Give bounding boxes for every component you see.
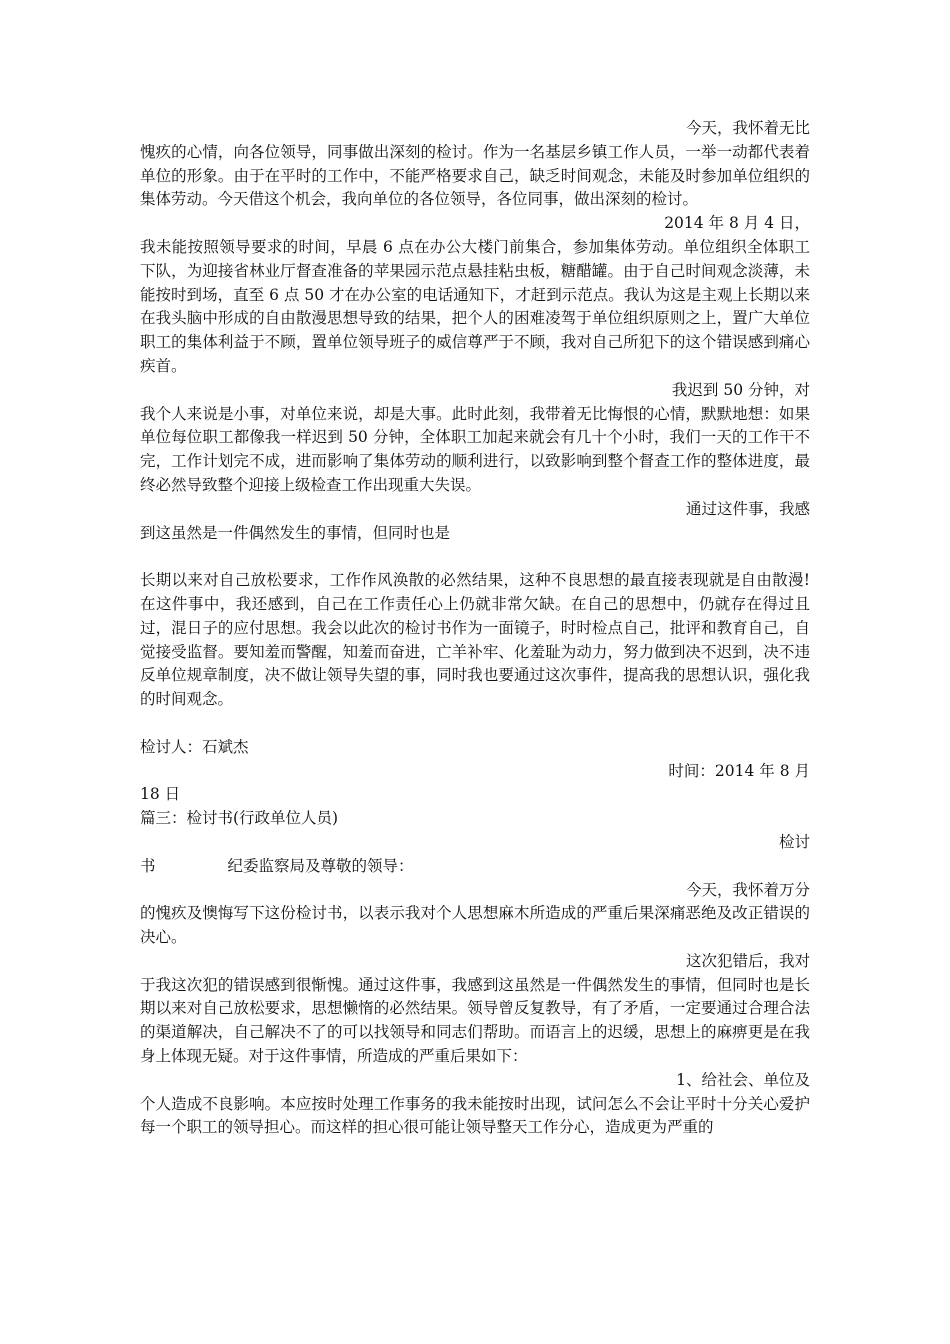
jiantao-heading: 检讨	[778, 832, 810, 851]
blank-line	[140, 545, 810, 569]
paragraph-4-lead: 通过这件事，我感	[685, 499, 810, 518]
paragraph-3	[140, 379, 810, 498]
section-title: 篇三：检讨书(行政单位人员)	[140, 809, 339, 828]
time-tail: 18 日	[140, 785, 181, 804]
paragraph-4	[140, 498, 810, 546]
salutation: 纪委监察局及尊敬的领导：	[227, 856, 414, 875]
blank-line	[140, 712, 810, 736]
paragraph-3-lead: 我迟到 50 分钟，对	[671, 380, 810, 399]
paragraph-8	[140, 1069, 810, 1140]
signer-line: 检讨人：石斌杰	[140, 737, 249, 756]
shu-char: 书	[140, 856, 156, 875]
paragraph-1-body: 愧疚的心情，向各位领导，同事做出深刻的检讨。作为一名基层乡镇工作人员，一举一动都代表着单位的形象。由于在平时的工作中，不能严格要求自己，缺乏时间观念，未能及时参加单位组织的集体劳动。今天借这个机会，我向单位的各位领导，各位同事，做出深刻的检讨。	[140, 142, 810, 209]
paragraph-8-lead: 1、给社会、单位及	[676, 1070, 810, 1089]
paragraph-1	[140, 117, 810, 212]
time-line: 时间：2014 年 8 月	[668, 761, 810, 780]
paragraph-3-body: 我个人来说是小事，对单位来说，却是大事。此时此刻，我带着无比悔恨的心情，默默地想：如果单位每位职工都像我一样迟到 50 分钟，全体职工加起来就会有几十个小时，我们一天的工作干不完，工作计划完不成，进而影响了集体劳动的顺利进行，以致影响到整个督查工作的整体进度，最终必然导致整个迎接上级检查工作出现重大失误。	[140, 404, 810, 494]
document-page	[140, 117, 810, 1140]
paragraph-6-body: 的愧疚及懊悔写下这份检讨书，以表示我对个人思想麻木所造成的严重后果深痛恶绝及改正错误的决心。	[140, 904, 810, 947]
paragraph-2	[140, 212, 810, 379]
paragraph-2-body: 我未能按照领导要求的时间，早晨 6 点在办公大楼门前集合，参加集体劳动。单位组织全体职工下队，为迎接省林业厅督查准备的苹果园示范点悬挂粘虫板，糖醋罐。由于自己时间观念淡薄，未能按时到场，直至 6 点 50 才在办公室的电话通知下，才赶到示范点。我认为这是主观上长期以来在我头脑中形成的自由散漫思想导致的结果，把个人的困难凌驾于单位组织原则之上，置广大单位职工的集体利益于不顾，置单位领导班子的威信尊严于不顾，我对自己所犯下的这个错误感到痛心疾首。	[140, 237, 810, 375]
paragraph-2-lead: 2014 年 8 月 4 日，	[664, 214, 810, 233]
paragraph-6-lead: 今天，我怀着万分	[685, 880, 810, 899]
paragraph-7	[140, 950, 810, 1069]
paragraph-4-body: 到这虽然是一件偶然发生的事情，但同时也是	[140, 523, 451, 542]
paragraph-1-lead: 今天，我怀着无比	[685, 119, 810, 137]
paragraph-5: 长期以来对自己放松要求，工作作风涣散的必然结果，这种不良思想的最直接表现就是自由散漫!在这件事中，我还感到，自己在工作责任心上仍就非常欠缺。在自己的思想中，仍就存在得过且过，混日子的应付思想。我会以此次的检讨书作为一面镜子，时时检点自己，批评和教育自己，自觉接受监督。要知羞而警醒，知羞而奋进，亡羊补牢、化羞耻为动力，努力做到决不迟到，决不违反单位规章制度，决不做让领导失望的事，同时我也要通过这次事件，提高我的思想认识，强化我的时间观念。	[140, 571, 810, 709]
paragraph-7-lead: 这次犯错后，我对	[685, 951, 810, 970]
paragraph-8-body: 个人造成不良影响。本应按时处理工作事务的我未能按时出现，试问怎么不会让平时十分关心爱护每一个职工的领导担心。而这样的担心很可能让领导整天工作分心，造成更为严重的	[140, 1094, 810, 1137]
paragraph-7-body: 于我这次犯的错误感到很惭愧。通过这件事，我感到这虽然是一件偶然发生的事情，但同时也是长期以来对自己放松要求，思想懒惰的必然结果。领导曾反复教导，有了矛盾，一定要通过合理合法的渠道解决，自己解决不了的可以找领导和同志们帮助。而语言上的迟缓，思想上的麻痹更是在我身上体现无疑。对于这件事情，所造成的严重后果如下：	[140, 975, 810, 1066]
salutation-line	[140, 855, 810, 879]
paragraph-6	[140, 879, 810, 950]
